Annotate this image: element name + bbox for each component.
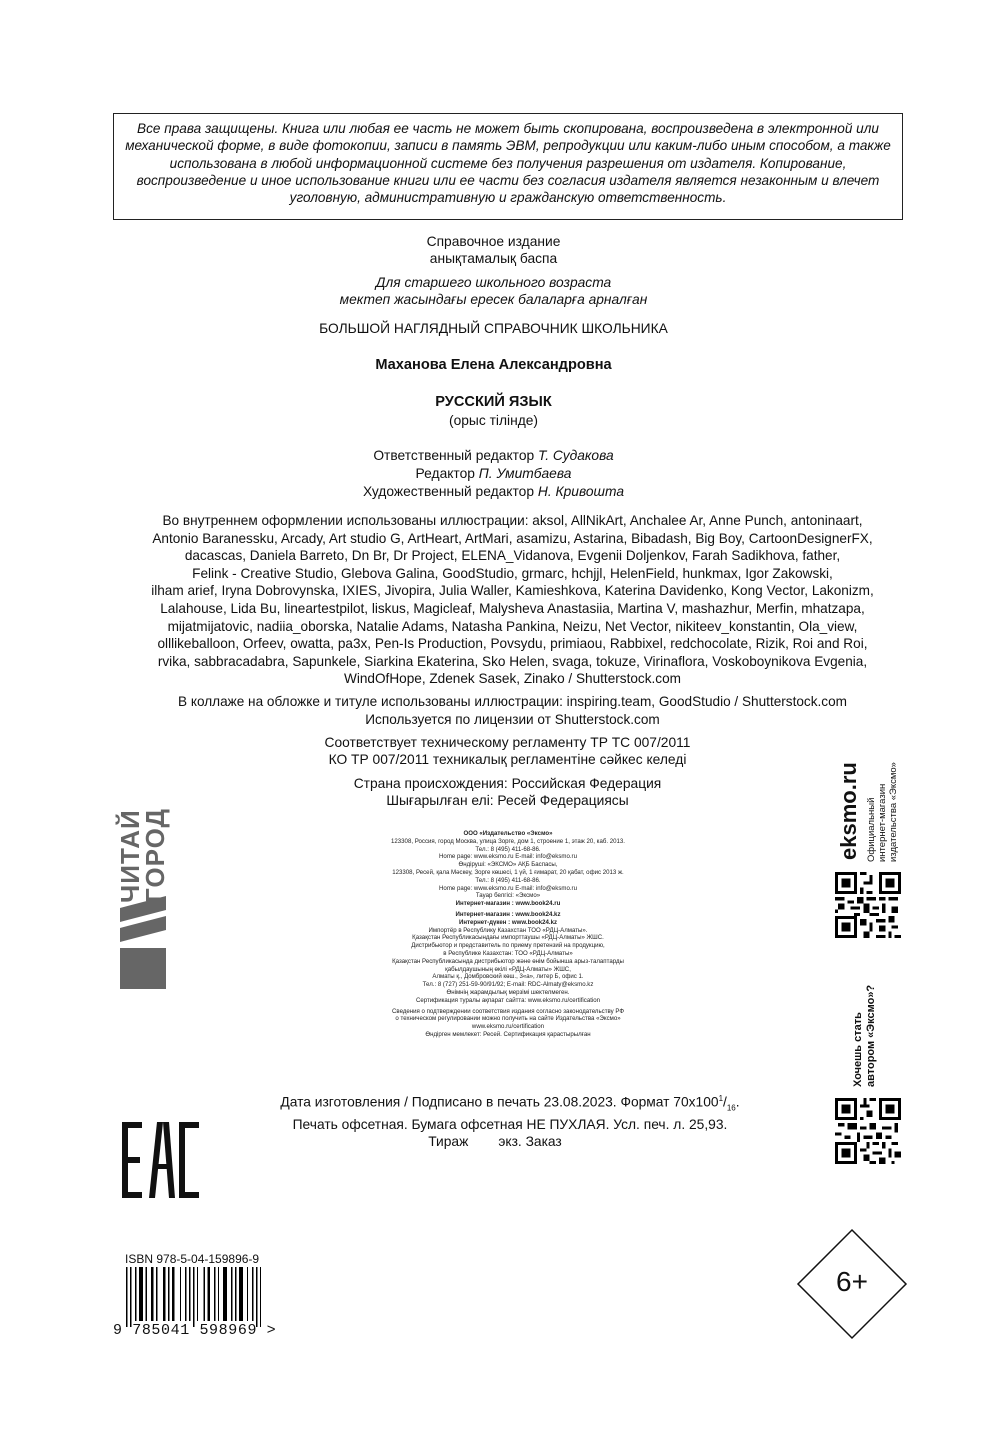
- author-qr-code[interactable]: [835, 1098, 901, 1164]
- print-date-line: Дата изготовления / Подписано в печать 23.08.2023. Формат $70x100^1/_{16}$.: [280, 1094, 740, 1113]
- book-title: РУССКИЙ ЯЗЫК: [435, 394, 552, 410]
- barcode-bar: [235, 1267, 236, 1321]
- barcode-bar: [126, 1267, 127, 1327]
- barcode: [122, 1267, 272, 1329]
- collage-credits: В коллаже на обложке и титуле использованы иллюстрации: inspiring.team, GoodStudio / Shutterstock.com Используется по лицензии от Shutterstock.com: [178, 694, 847, 727]
- barcode-bar: [139, 1267, 143, 1321]
- print-run-line: Тираж экз. Заказ: [428, 1134, 562, 1150]
- barcode-bar: [156, 1267, 157, 1321]
- barcode-digits: 9 785041 598969 >: [113, 1322, 277, 1339]
- barcode-bar: [180, 1267, 181, 1321]
- barcode-bar: [135, 1267, 136, 1321]
- edition-type-kz: анықтамалық баспа: [429, 251, 558, 266]
- print-paper-line: Печать офсетная. Бумага офсетная НЕ ПУХЛАЯ. Усл. печ. л. 25,93.: [292, 1117, 728, 1133]
- editor: Редактор П. Умитбаева: [415, 466, 572, 481]
- barcode-bar: [256, 1267, 257, 1327]
- chitai-gorod-text: ЧИТАЙ ГОРОД: [115, 807, 170, 903]
- barcode-bar: [146, 1267, 147, 1321]
- print-info: [240, 1090, 780, 1150]
- barcode-bar: [197, 1267, 198, 1321]
- barcode-bar: [163, 1267, 166, 1321]
- barcode-bar: [247, 1267, 248, 1321]
- illustration-credits: Во внутреннем оформлении использованы иллюстрации: aksol, AllNikArt, Anchalee Ar, Anne Punch, antoninaart, Antonio Baranessku, Arcady, Art studio G, ArtHeart, ArtMari, asamizu, Astarina, Bibadash, Big Boy, CartoonDesignerFX, dacascas, Daniela Barreto, Dn Br, Dr Project, ELENA_Vidanova, Evgenii Doljenkov, Farah Sadikhova, father, Felink - Creative Studio, Glebova Galina, GoodStudio, grmarc, hchjjl, HelenField, hunkmax, Igor Zakowski, ilham arief, Iryna Dobrovynska, IXIES, Jivopira, Julia Waller, Kamieshkova, Katerina Davidenko, Kong Vector, Lakonizm, Lalahouse, Lida Bu, lineartestpilot, liskus, Magicleaf, Malysheva Anastasiia, Martina V, mashazhur, Merfin, mhatzapa, mijatmijatovic, nadiia_oborska, Natalie Adams, Natasha Pankina, Neizu, Net Vector, nikiteev_konstantin, Ola_view, olllikeballoon, Orfeev, owatta, pa3x, Pen-Is Production, Povsydu, primiaou, Rabbixel, redchocolate, Rizik, Roi and Roi, rvika, sabbracadabra, Sapunkele, Siarkina Ekaterina, Sko Helen, svaga, tokuze, Virinaflora, Voskoboynikova Evgenia, WindOfHope, Zdenek Sasek, Zinako / Shutterstock.com: [151, 513, 874, 687]
- rights-notice: Все права защищены. Книга или любая ее часть не может быть скопирована, воспроизведена в электронной или механической форме, в виде фотокопии, записи в память ЭВМ, репродукции или каким-либо иным способом, а также использована в любой информационной системе без получения разрешения от издателя. Копирование, воспроизведение и иное использование книги или ее части без согласия издателя является незаконным и влечет уголовную, административную и гражданскую ответственность.: [113, 113, 903, 220]
- eksmo-qr-code[interactable]: [835, 872, 901, 938]
- barcode-bar: [260, 1267, 261, 1327]
- barcode-bar: [239, 1267, 243, 1321]
- eac-mark: [122, 1120, 200, 1200]
- publisher-info: ООО «Издательство «Эксмо» 123308, Россия, город Москва, улица Зорге, дом 1, строение 1, этаж 20, каб. 2013. Тел.: 8 (495) 411-68-86. Home page: www.eksmo.ru E-mail: info@eksmo.ru Өндіруші: «ЭКСМО» АҚБ Баспасы, 123308, Ресей, қала Мәскеу, Зорге көшесі, 1 үй, 1 ғимарат, 20 қабат, офис 2013 ж. Тел.: 8 (495) 411-68-86. Home page: www.eksmo.ru E-mail: info@eksmo.ru Тауар белгісі: «Эксмо» Интернет-магазин : www.book24.ru Интернет-магазин : www.book24.kz Интернет-дүкен : www.book24.kz Импортёр в Республику Казахстан ТОО «РДЦ-Алматы». Қазақстан Республикасындағы импорттаушы «РДЦ-Алматы» ЖШС. Дистрибьютор и представитель по приему претензий на продукцию, в Республике Казахстан: ТОО «РДЦ-Алматы» Қазақстан Республикасында дистрибьютор және өнім бойынша арыз-талаптарды қабылдаушының өкілі «РДЦ-Алматы» ЖШС, Алматы қ., Домбровский көш., 3«а», литер Б, офис 1. Тел.: 8 (727) 251-59-90/91/92; E-mail: RDC-Almaty@eksmo.kz Өнімнің жарамдылық мерзімі шектелмеген. Сертификация туралы ақпарат сайтта: www.eksmo.ru/certification Сведения о подтверждении соответствия издания согласно законодательству РФ о техническом регулировании можно получить на сайте Издательства «Эксмо» www.eksmo.ru/certification Өндірген мемлекет: Ресей. Сертификация қарастырылған: [391, 830, 625, 1038]
- author-name: Маханова Елена Александровна: [375, 357, 612, 373]
- age-rating-badge: [796, 1228, 908, 1340]
- barcode-bar: [231, 1267, 232, 1321]
- series-title: БОЛЬШОЙ НАГЛЯДНЫЙ СПРАВОЧНИК ШКОЛЬНИКА: [319, 321, 668, 336]
- author-invitation: Хочешь стать автором «Эксмо»?: [852, 984, 877, 1087]
- barcode-bar: [130, 1267, 131, 1327]
- isbn: ISBN 978-5-04-159896-9: [125, 1252, 260, 1266]
- age-rating-text: 6+: [836, 1266, 868, 1297]
- barcode-bar: [168, 1267, 169, 1321]
- age-group-kz: мектеп жасындағы ересек балаларға арналған: [339, 292, 648, 307]
- barcode-bar: [203, 1267, 204, 1321]
- eksmo-tagline: Официальный интернет-магазин издательства «Эксмо»: [866, 762, 899, 862]
- barcode-bar: [252, 1267, 253, 1321]
- eac-logo-icon: [122, 1120, 200, 1200]
- barcode-bar: [185, 1267, 186, 1321]
- barcode-bar: [218, 1267, 219, 1321]
- barcode-bar: [214, 1267, 215, 1321]
- barcode-bar: [189, 1267, 190, 1321]
- country-of-origin: Страна происхождения: Российская Федерация Шығарылған елі: Ресей Федерациясы: [353, 776, 662, 808]
- edition-type-ru: Справочное издание: [426, 234, 561, 249]
- editor-responsible: Ответственный редактор Т. Судакова: [373, 448, 614, 463]
- eksmo-site: eksmo.ru: [836, 762, 861, 860]
- age-group-ru: Для старшего школьного возраста: [375, 275, 612, 290]
- regulation-info: Соответствует техническому регламенту ТР ТС 007/2011 КО ТР 007/2011 техникалық регламентіне сәйкес келеді: [324, 735, 691, 767]
- barcode-bar: [207, 1267, 210, 1321]
- barcode-bar: [223, 1267, 227, 1321]
- book-title-kz: (орыс тілінде): [448, 413, 539, 428]
- chitai-gorod-logo: [115, 788, 170, 990]
- barcode-bar: [193, 1267, 194, 1327]
- editor-art: Художественный редактор Н. Кривошта: [362, 484, 625, 499]
- barcode-bar: [151, 1267, 154, 1321]
- barcode-bar: [172, 1267, 175, 1321]
